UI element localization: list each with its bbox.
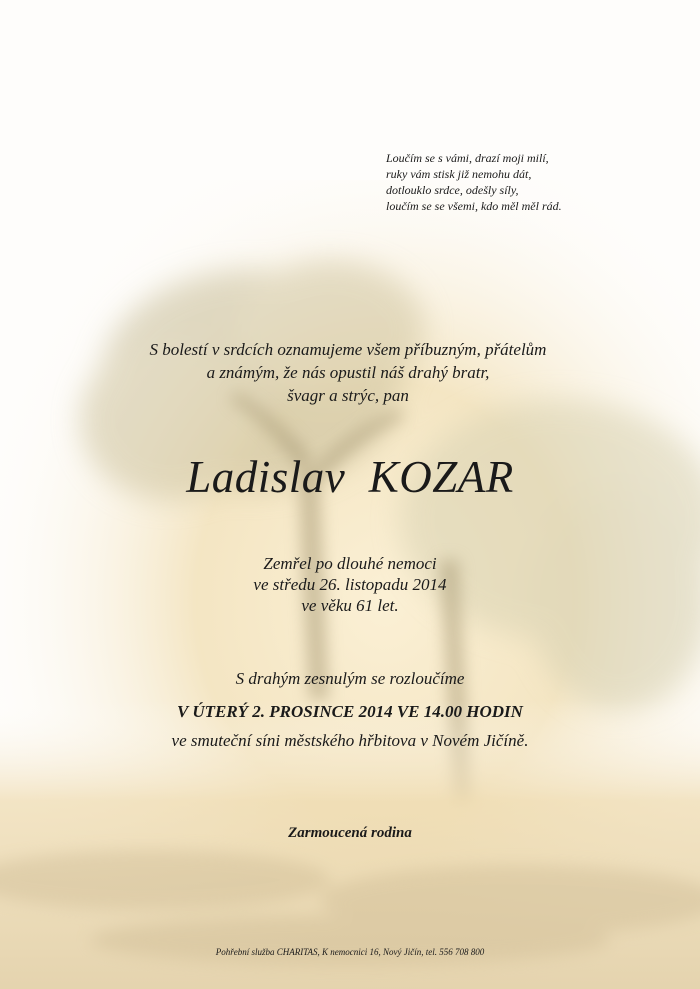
announcement-text <box>0 338 700 407</box>
death-info-line: ve věku 61 let. <box>301 596 399 615</box>
death-info-line: Zemřel po dlouhé nemoci <box>263 554 437 573</box>
farewell-poem <box>386 150 666 214</box>
funeral-place: ve smuteční síni městského hřbitova v Novém Jičíně. <box>171 731 529 750</box>
announcement-line: a známým, že nás opustil náš drahý bratr, <box>206 363 490 382</box>
signature: Zarmoucená rodina <box>288 825 412 841</box>
poem-line: ruky vám stisk již nemohu dát, <box>386 167 532 181</box>
announcement-line: S bolestí v srdcích oznamujeme všem příbuzným, přátelům <box>149 340 547 359</box>
farewell-details <box>0 668 700 752</box>
poem-line: dotlouklo srdce, odešly síly, <box>386 183 519 197</box>
deceased-name <box>0 448 700 506</box>
funeral-service-footer: Pohřební služba CHARITAS, K nemocnici 16, Nový Jičín, tel. 556 708 800 <box>215 947 485 957</box>
poem-line: loučím se se všemi, kdo měl měl rád. <box>386 199 562 213</box>
deceased-last-name: KOZAR <box>368 452 514 502</box>
death-info-line: ve středu 26. listopadu 2014 <box>253 575 447 594</box>
poem-line: Loučím se s vámi, drazí moji milí, <box>386 151 549 165</box>
deceased-first-name: Ladislav <box>186 452 346 502</box>
death-info <box>0 553 700 616</box>
funeral-date: V ÚTERÝ 2. PROSINCE 2014 VE 14.00 HODIN <box>177 702 523 721</box>
announcement-line: švagr a strýc, pan <box>287 386 409 405</box>
farewell-intro: S drahým zesnulým se rozloučíme <box>235 669 465 688</box>
